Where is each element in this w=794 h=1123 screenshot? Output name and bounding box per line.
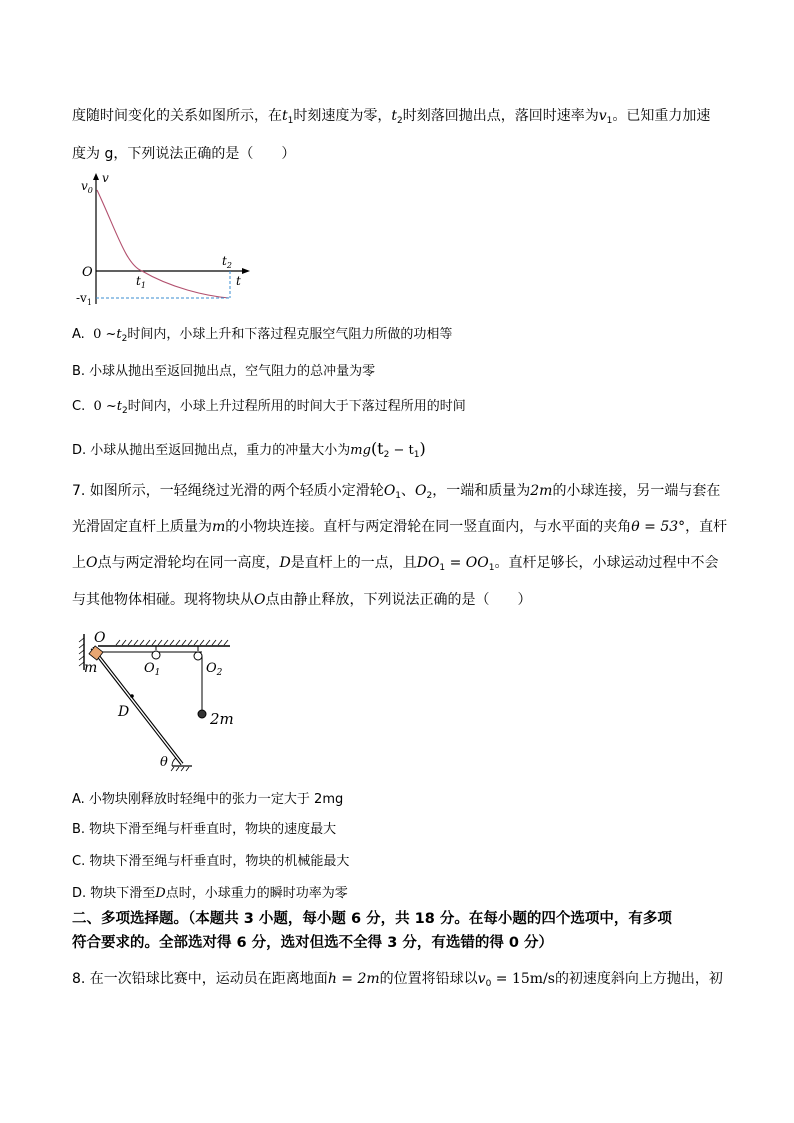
sub-1: 1 (606, 116, 613, 126)
q8-text: 8. 在一次铅球比赛中，运动员在距离地面 (72, 971, 328, 987)
q8-stem (72, 969, 723, 994)
sym-D: D (279, 555, 291, 571)
q7-stem-text: 。直杆足够长，小球运动过程中不会 (494, 555, 719, 571)
label-theta: θ (160, 755, 168, 770)
ball-2m (198, 710, 206, 718)
label-O: O (82, 265, 93, 280)
sym-O: O (254, 592, 266, 608)
label-t1: $t_1$ (136, 274, 146, 290)
label-O2: $O_2$ (206, 661, 223, 678)
sub-2: 2 (121, 334, 128, 344)
q6-stem-text: 度随时间变化的关系如图所示，在 (72, 108, 282, 124)
q6-option-C (72, 397, 466, 421)
ceiling-hatch (116, 640, 228, 645)
option-text: 时间内，小球上升过程所用的时间大于下落过程所用的时间 (127, 399, 466, 414)
label-D: D (118, 704, 130, 720)
sym-t2: t (391, 108, 398, 124)
q7-stem-text: 上 (72, 555, 86, 571)
q8-text: 的位置将铅球以 (379, 971, 478, 987)
q6-stem-line2: 度为 g，下列说法正确的是（ ） (72, 146, 296, 162)
rod-inner (92, 648, 182, 764)
label-neg-v1: $-v_1$ (76, 291, 92, 307)
sym-v1: v (598, 108, 607, 124)
sub-1: 1 (439, 563, 446, 573)
q7-option-B: B. 物块下滑至绳与杆垂直时，物块的速度最大 (72, 822, 337, 837)
pulley-o1 (152, 651, 160, 659)
q7-stem-text: ，一端和质量为 (432, 483, 531, 499)
option-text: 点时，小球重力的瞬时功率为零 (165, 886, 348, 901)
q7-stem-text: 点与两定滑轮均在同一高度， (97, 555, 280, 571)
range: 0 ~ (93, 399, 117, 414)
sym-t1: t (282, 108, 288, 124)
q7-stem-line3 (72, 553, 718, 578)
label-m: m (84, 660, 98, 676)
label-2m: 2m (210, 710, 234, 728)
t-axis-arrow (242, 268, 250, 274)
sym-O1: O (383, 483, 396, 499)
ground-hatch (171, 767, 189, 771)
option-text: 时间内，小球上升和下落过程克服空气阻力所做的功相等 (127, 327, 453, 342)
q6-stem-text: 时刻速度为零， (293, 108, 392, 124)
v-eq: = 15m/s (491, 971, 555, 987)
q6-stem-text: 。已知重力加速 (612, 108, 711, 124)
q6-stem-text: 时刻落回抛出点，落回时速率为 (402, 108, 599, 124)
sub-1: 1 (287, 116, 294, 126)
label-t: t (236, 274, 241, 288)
velocity-curve (97, 190, 229, 298)
sub-2: 2 (426, 491, 433, 501)
h-eq: h = 2m (327, 971, 380, 987)
q6-option-B: B. 小球从抛出至返回抛出点，空气阻力的总冲量为零 (72, 364, 376, 379)
label-O: O (94, 630, 106, 646)
q7-pulley-figure (72, 626, 242, 776)
formula-part: − t (389, 443, 414, 458)
option-text: D. 小球从抛出至返回抛出点，重力的冲量大小为 (72, 443, 351, 458)
q7-option-C: C. 物块下滑至绳与杆垂直时，物块的机械能最大 (72, 854, 350, 869)
sym-O2: O (415, 483, 427, 499)
theta-eq: θ = 53° (631, 519, 686, 535)
q7-stem-text: ，直杆 (685, 519, 728, 535)
formula-part: (t (370, 439, 384, 458)
option-text: D. 物块下滑至 (72, 886, 156, 901)
q7-stem-text: 7. 如图所示，一轻绳绕过光滑的两个轻质小定滑轮 (72, 483, 384, 499)
range: 0 ~ (93, 327, 117, 342)
sub-0: 0 (485, 979, 492, 989)
q7-stem-text: 光滑固定直杆上质量为 (72, 519, 212, 535)
sub-1: 1 (413, 450, 420, 460)
point-D (130, 694, 134, 698)
sub-2: 2 (383, 450, 390, 460)
v-axis-arrow (93, 173, 99, 180)
sym-D: D (155, 886, 166, 901)
sep: 、 (401, 483, 416, 499)
q7-stem-text: 与其他物体相碰。现将物块从 (72, 592, 254, 608)
eq-OO1: = OO (445, 555, 489, 571)
q7-stem-text: 点由静止释放，下列说法正确的是（ ） (265, 592, 532, 608)
q7-stem-text: 是直杆上的一点，且 (290, 555, 417, 571)
sub-2: 2 (397, 116, 403, 126)
label-v0: $v_0$ (81, 179, 93, 195)
q7-option-D (72, 884, 348, 904)
formula-mg: mg (350, 443, 371, 458)
q6-stem-line1 (72, 106, 710, 131)
sym-t: t (116, 327, 122, 342)
q6-vt-graph (76, 170, 256, 310)
q7-option-A: A. 小物块刚释放时轻绳中的张力一定大于 2mg (72, 792, 344, 807)
label-O1: $O_1$ (144, 661, 161, 678)
eq-DO1: DO (416, 555, 440, 571)
q7-stem-line4 (72, 590, 531, 610)
section2-heading-line1: 二、多项选择题。（本题共 3 小题，每小题 6 分，共 18 分。在每小题的四个选项中，有多项 (72, 911, 672, 927)
q8-text: 的初速度斜向上方抛出，初 (554, 971, 723, 987)
formula-part: ) (419, 439, 426, 458)
sym-m: m (212, 519, 226, 535)
q7-stem-line2 (72, 517, 727, 537)
sym-v0: v (477, 971, 486, 987)
q6-option-A (72, 325, 452, 349)
sub-2: 2 (122, 406, 128, 416)
sym-O: O (86, 555, 98, 571)
sub-1: 1 (395, 491, 402, 501)
q7-stem-line1 (72, 481, 720, 506)
sym-t: t (116, 399, 123, 414)
theta-arc (172, 758, 176, 766)
section2-heading-line2: 符合要求的。全部选对得 6 分，选对但选不全得 3 分，有选错的得 0 分） (72, 935, 554, 951)
label-t2: $t_2$ (222, 254, 232, 270)
q7-stem-text: 的小球连接，另一端与套在 (552, 483, 721, 499)
q7-stem-text: 的小物块连接。直杆与两定滑轮在同一竖直面内，与水平面的夹角 (225, 519, 632, 535)
label-v: v (102, 171, 109, 185)
option-letter: C. (72, 399, 86, 414)
sym-2m: 2m (530, 483, 553, 499)
pulley-o2 (194, 652, 202, 660)
q6-option-D (72, 439, 426, 465)
sub-1: 1 (488, 563, 495, 573)
option-letter: A. (72, 327, 85, 342)
